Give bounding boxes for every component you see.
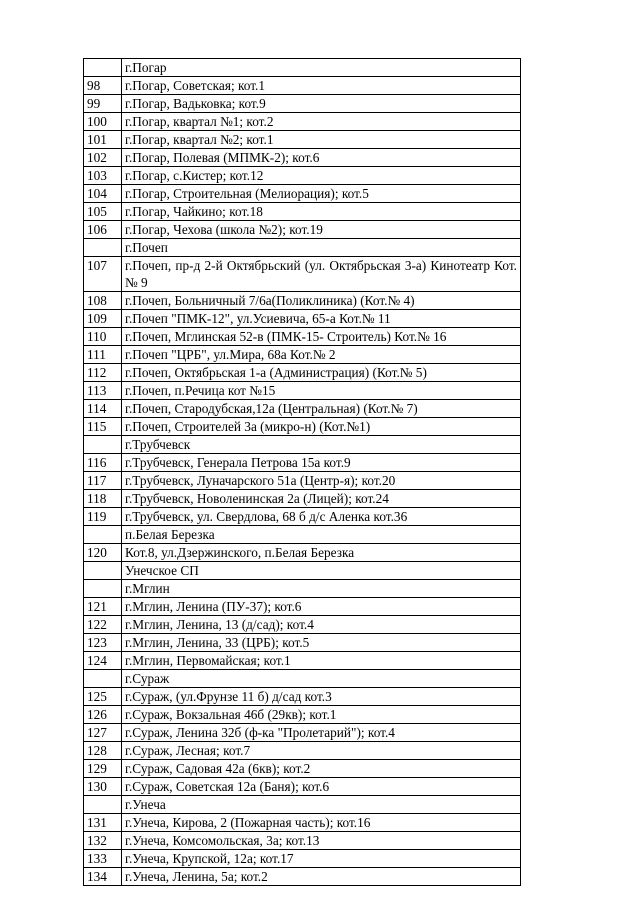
table-row bbox=[84, 95, 521, 113]
table-row bbox=[84, 77, 521, 95]
table-row bbox=[84, 724, 521, 742]
row-number: 121 bbox=[84, 598, 122, 616]
table-row bbox=[84, 742, 521, 760]
table-row bbox=[84, 868, 521, 886]
row-number: 130 bbox=[84, 778, 122, 796]
table-row bbox=[84, 346, 521, 364]
table-row bbox=[84, 167, 521, 185]
row-number: 101 bbox=[84, 131, 122, 149]
table-row bbox=[84, 328, 521, 346]
row-number: 113 bbox=[84, 382, 122, 400]
group-header-row bbox=[84, 239, 521, 257]
table-row bbox=[84, 257, 521, 292]
locality-name: п.Белая Березка bbox=[122, 526, 521, 544]
table-row bbox=[84, 113, 521, 131]
row-number: 127 bbox=[84, 724, 122, 742]
row-number: 132 bbox=[84, 832, 122, 850]
table-row bbox=[84, 400, 521, 418]
table-row bbox=[84, 508, 521, 526]
row-number: 116 bbox=[84, 454, 122, 472]
group-header-row bbox=[84, 526, 521, 544]
table-row bbox=[84, 490, 521, 508]
row-number: 98 bbox=[84, 77, 122, 95]
table-row bbox=[84, 364, 521, 382]
boiler-address: г.Сураж, Вокзальная 46б (29кв); кот.1 bbox=[122, 706, 521, 724]
table-row bbox=[84, 778, 521, 796]
row-number: 134 bbox=[84, 868, 122, 886]
group-header-row bbox=[84, 796, 521, 814]
row-number bbox=[84, 526, 122, 544]
table-row bbox=[84, 634, 521, 652]
row-number: 109 bbox=[84, 310, 122, 328]
row-number: 114 bbox=[84, 400, 122, 418]
row-number: 106 bbox=[84, 221, 122, 239]
boiler-address: г.Почеп, Мглинская 52-в (ПМК-15- Строитель) Кот.№ 16 bbox=[122, 328, 521, 346]
row-number bbox=[84, 670, 122, 688]
row-number: 120 bbox=[84, 544, 122, 562]
boiler-address: г.Сураж, Ленина 32б (ф-ка "Пролетарий"); кот.4 bbox=[122, 724, 521, 742]
table-row bbox=[84, 292, 521, 310]
group-header-row bbox=[84, 580, 521, 598]
table-row bbox=[84, 418, 521, 436]
boiler-address: г.Погар, Полевая (МПМК-2); кот.6 bbox=[122, 149, 521, 167]
boiler-address: г.Мглин, Ленина, 13 (д/сад); кот.4 bbox=[122, 616, 521, 634]
row-number: 131 bbox=[84, 814, 122, 832]
locality-name: г.Погар bbox=[122, 59, 521, 77]
row-number: 110 bbox=[84, 328, 122, 346]
table-row bbox=[84, 131, 521, 149]
boiler-address: г.Унеча, Кирова, 2 (Пожарная часть); кот.16 bbox=[122, 814, 521, 832]
table-row bbox=[84, 760, 521, 778]
table-row bbox=[84, 706, 521, 724]
row-number: 128 bbox=[84, 742, 122, 760]
boiler-address: г.Погар, Вадьковка; кот.9 bbox=[122, 95, 521, 113]
table-body bbox=[84, 59, 521, 886]
locality-name: г.Унеча bbox=[122, 796, 521, 814]
row-number: 125 bbox=[84, 688, 122, 706]
group-header-row bbox=[84, 562, 521, 580]
table-row bbox=[84, 472, 521, 490]
boiler-address: Кот.8, ул.Дзержинского, п.Белая Березка bbox=[122, 544, 521, 562]
boiler-address: г.Трубчевск, Генерала Петрова 15а кот.9 bbox=[122, 454, 521, 472]
boiler-address: г.Почеп "ЦРБ", ул.Мира, 68а Кот.№ 2 bbox=[122, 346, 521, 364]
row-number: 115 bbox=[84, 418, 122, 436]
row-number: 108 bbox=[84, 292, 122, 310]
boiler-address: г.Трубчевск, Новоленинская 2а (Лицей); кот.24 bbox=[122, 490, 521, 508]
table-row bbox=[84, 616, 521, 634]
table-row bbox=[84, 203, 521, 221]
row-number: 100 bbox=[84, 113, 122, 131]
boiler-address: г.Погар, Строительная (Мелиорация); кот.5 bbox=[122, 185, 521, 203]
boiler-address: г.Почеп "ПМК-12", ул.Усиевича, 65-а Кот.№ 11 bbox=[122, 310, 521, 328]
boiler-address: г.Погар, Советская; кот.1 bbox=[122, 77, 521, 95]
boiler-address: г.Сураж, (ул.Фрунзе 11 б) д/сад кот.3 bbox=[122, 688, 521, 706]
table-row bbox=[84, 382, 521, 400]
row-number: 129 bbox=[84, 760, 122, 778]
row-number: 111 bbox=[84, 346, 122, 364]
boiler-address: г.Мглин, Ленина, 33 (ЦРБ); кот.5 bbox=[122, 634, 521, 652]
row-number bbox=[84, 562, 122, 580]
boiler-address: г.Трубчевск, Луначарского 51а (Центр-я); кот.20 bbox=[122, 472, 521, 490]
group-header-row bbox=[84, 436, 521, 454]
locality-name: Унечское СП bbox=[122, 562, 521, 580]
table-row bbox=[84, 832, 521, 850]
row-number: 103 bbox=[84, 167, 122, 185]
boiler-address: г.Погар, с.Кистер; кот.12 bbox=[122, 167, 521, 185]
locality-name: г.Мглин bbox=[122, 580, 521, 598]
row-number: 117 bbox=[84, 472, 122, 490]
locality-name: г.Сураж bbox=[122, 670, 521, 688]
boiler-address: г.Погар, квартал №2; кот.1 bbox=[122, 131, 521, 149]
row-number: 119 bbox=[84, 508, 122, 526]
table-row bbox=[84, 814, 521, 832]
table-row bbox=[84, 688, 521, 706]
locality-name: г.Трубчевск bbox=[122, 436, 521, 454]
boiler-address: г.Унеча, Комсомольская, 3а; кот.13 bbox=[122, 832, 521, 850]
boiler-address: г.Мглин, Первомайская; кот.1 bbox=[122, 652, 521, 670]
row-number: 99 bbox=[84, 95, 122, 113]
boiler-address: г.Почеп, пр-д 2-й Октябрьский (ул. Октябрьская 3-а) Кинотеатр Кот.№ 9 bbox=[122, 257, 521, 292]
boiler-address: г.Сураж, Садовая 42а (6кв); кот.2 bbox=[122, 760, 521, 778]
row-number: 124 bbox=[84, 652, 122, 670]
table-row bbox=[84, 221, 521, 239]
boiler-address: г.Сураж, Лесная; кот.7 bbox=[122, 742, 521, 760]
locality-name: г.Почеп bbox=[122, 239, 521, 257]
boiler-address: г.Почеп, Октябрьская 1-а (Администрация) (Кот.№ 5) bbox=[122, 364, 521, 382]
table-row bbox=[84, 149, 521, 167]
row-number: 123 bbox=[84, 634, 122, 652]
table-row bbox=[84, 850, 521, 868]
boiler-address: г.Мглин, Ленина (ПУ-37); кот.6 bbox=[122, 598, 521, 616]
boiler-list-table bbox=[83, 58, 521, 886]
row-number: 107 bbox=[84, 257, 122, 292]
boiler-address: г.Сураж, Советская 12а (Баня); кот.6 bbox=[122, 778, 521, 796]
row-number: 112 bbox=[84, 364, 122, 382]
table-row bbox=[84, 598, 521, 616]
boiler-address: г.Трубчевск, ул. Свердлова, 68 б д/с Аленка кот.36 bbox=[122, 508, 521, 526]
row-number: 118 bbox=[84, 490, 122, 508]
boiler-address: г.Почеп, Стародубская,12а (Центральная) (Кот.№ 7) bbox=[122, 400, 521, 418]
row-number bbox=[84, 580, 122, 598]
boiler-address: г.Унеча, Крупской, 12а; кот.17 bbox=[122, 850, 521, 868]
boiler-address: г.Унеча, Ленина, 5а; кот.2 bbox=[122, 868, 521, 886]
boiler-address: г.Погар, Чайкино; кот.18 bbox=[122, 203, 521, 221]
group-header-row bbox=[84, 59, 521, 77]
row-number: 126 bbox=[84, 706, 122, 724]
table-row bbox=[84, 544, 521, 562]
row-number bbox=[84, 59, 122, 77]
row-number: 122 bbox=[84, 616, 122, 634]
table-row bbox=[84, 185, 521, 203]
boiler-address: г.Почеп, Строителей 3а (микро-н) (Кот.№1) bbox=[122, 418, 521, 436]
row-number: 133 bbox=[84, 850, 122, 868]
boiler-address: г.Погар, Чехова (школа №2); кот.19 bbox=[122, 221, 521, 239]
row-number: 104 bbox=[84, 185, 122, 203]
group-header-row bbox=[84, 670, 521, 688]
boiler-address: г.Погар, квартал №1; кот.2 bbox=[122, 113, 521, 131]
row-number bbox=[84, 239, 122, 257]
boiler-address: г.Почеп, Больничный 7/6а(Поликлиника) (Кот.№ 4) bbox=[122, 292, 521, 310]
row-number bbox=[84, 436, 122, 454]
table-row bbox=[84, 652, 521, 670]
table-row bbox=[84, 310, 521, 328]
boiler-address: г.Почеп, п.Речица кот №15 bbox=[122, 382, 521, 400]
row-number bbox=[84, 796, 122, 814]
table-row bbox=[84, 454, 521, 472]
row-number: 102 bbox=[84, 149, 122, 167]
row-number: 105 bbox=[84, 203, 122, 221]
